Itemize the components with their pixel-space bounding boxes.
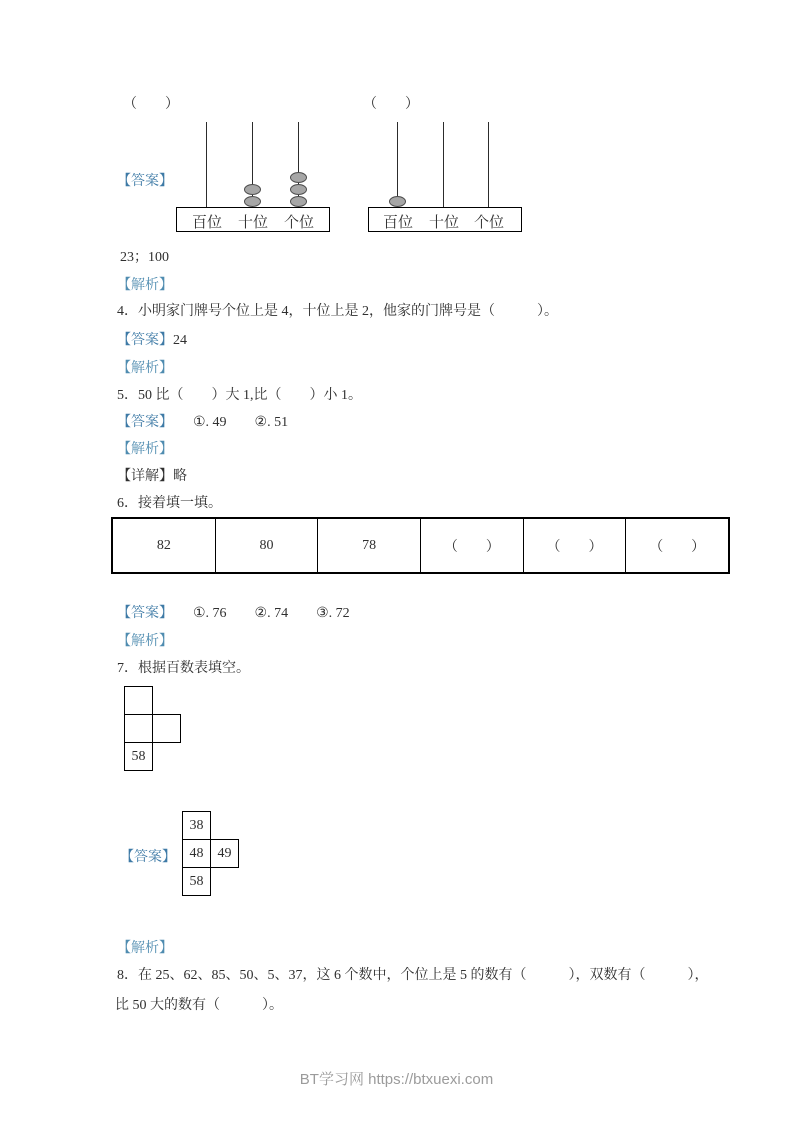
bead-stack-hundreds bbox=[389, 122, 406, 207]
q3-answer-value: 23；100 bbox=[120, 250, 169, 265]
q6-analysis-label: 【解析】 bbox=[117, 634, 173, 649]
abacus-bead bbox=[244, 184, 261, 195]
q5-analysis-label: 【解析】 bbox=[117, 442, 173, 457]
q7-figure-cell-bottom: 58 bbox=[124, 742, 153, 771]
q5-answer-line bbox=[117, 411, 288, 431]
q5-detail-line bbox=[117, 465, 187, 485]
q7-answer-cell-top: 38 bbox=[182, 811, 211, 840]
q7-text: 7．根据百数表填空。 bbox=[117, 661, 250, 676]
bead-stack-ones bbox=[480, 122, 497, 207]
q4-answer-label: 【答案】 bbox=[117, 333, 173, 348]
abacus-bead bbox=[290, 184, 307, 195]
q7-figure-cell-top bbox=[124, 686, 153, 715]
abacus-bead bbox=[244, 196, 261, 207]
place-label-ones: 个位 bbox=[283, 215, 314, 231]
q6-answer-line bbox=[117, 602, 350, 622]
q3-analysis-label: 【解析】 bbox=[117, 278, 173, 293]
q4-text: 4．小明家门牌号个位上是 4，十位上是 2，他家的门牌号是（ ）。 bbox=[117, 304, 558, 319]
q8-text-line1: 8．在 25、62、85、50、5、37，这 6 个数中，个位上是 5 的数有（ ），双数有（ ）， bbox=[117, 968, 709, 983]
abacus-right-figure bbox=[368, 122, 522, 232]
q6-number-sequence-table bbox=[111, 517, 730, 574]
q6-cell-3: 78 bbox=[317, 519, 420, 572]
q7-answer-label: 【答案】 bbox=[120, 850, 176, 865]
q8-text-line2: 比 50 大的数有（ ）。 bbox=[115, 998, 283, 1013]
abacus-bead bbox=[290, 196, 307, 207]
q7-analysis-label: 【解析】 bbox=[117, 941, 173, 956]
bead-stack-tens bbox=[435, 122, 452, 207]
footer-link[interactable]: BT学习网 https://btxuexi.com bbox=[299, 1071, 494, 1088]
q5-detail-value: 略 bbox=[173, 469, 187, 484]
q7-answer-cell-middle: 48 bbox=[182, 839, 211, 868]
q6-text: 6．接着填一填。 bbox=[117, 496, 222, 511]
abacus-base bbox=[368, 207, 522, 232]
q6-cell-2: 80 bbox=[215, 519, 318, 572]
q4-analysis-label: 【解析】 bbox=[117, 361, 173, 376]
place-label-hundreds: 百位 bbox=[191, 215, 222, 231]
q7-answer-cell-middle-right: 49 bbox=[210, 839, 239, 868]
q4-answer-line bbox=[117, 329, 187, 349]
bead-stack-tens bbox=[244, 122, 261, 207]
q6-answer-label: 【答案】 bbox=[117, 606, 173, 621]
place-label-tens: 十位 bbox=[428, 215, 459, 231]
place-label-ones: 个位 bbox=[473, 215, 504, 231]
abacus-left-figure bbox=[176, 122, 330, 232]
q5-text: 5．50 比（ ）大 1,比（ ）小 1。 bbox=[117, 388, 362, 403]
q5-answer-value: ①. 49 ②. 51 bbox=[193, 415, 289, 430]
q5-answer-label: 【答案】 bbox=[117, 415, 173, 430]
q7-figure-cell-middle-right bbox=[152, 714, 181, 743]
q6-cell-4-blank: （ ） bbox=[420, 519, 523, 572]
place-label-hundreds: 百位 bbox=[382, 215, 413, 231]
q3-answer-label: 【答案】 bbox=[117, 174, 173, 189]
place-label-tens: 十位 bbox=[237, 215, 268, 231]
q6-cell-5-blank: （ ） bbox=[523, 519, 626, 572]
q7-answer-cell-bottom: 58 bbox=[182, 867, 211, 896]
q5-detail-label: 【详解】 bbox=[117, 469, 173, 484]
abacus-base bbox=[176, 207, 330, 232]
abacus-bead bbox=[290, 172, 307, 183]
site-footer bbox=[0, 1068, 793, 1089]
q7-figure-cell-middle bbox=[124, 714, 153, 743]
q4-answer-value: 24 bbox=[173, 333, 187, 348]
q6-cell-1: 82 bbox=[156, 537, 171, 553]
q6-cell-6-blank: （ ） bbox=[625, 519, 728, 572]
q6-answer-value: ①. 76 ②. 74 ③. 72 bbox=[193, 606, 350, 621]
bead-stack-hundreds bbox=[198, 122, 215, 207]
q3-blank-right: （ ） bbox=[363, 97, 419, 112]
bead-stack-ones bbox=[290, 122, 307, 207]
abacus-bead bbox=[389, 196, 406, 207]
q3-blank-left: （ ） bbox=[123, 97, 179, 112]
